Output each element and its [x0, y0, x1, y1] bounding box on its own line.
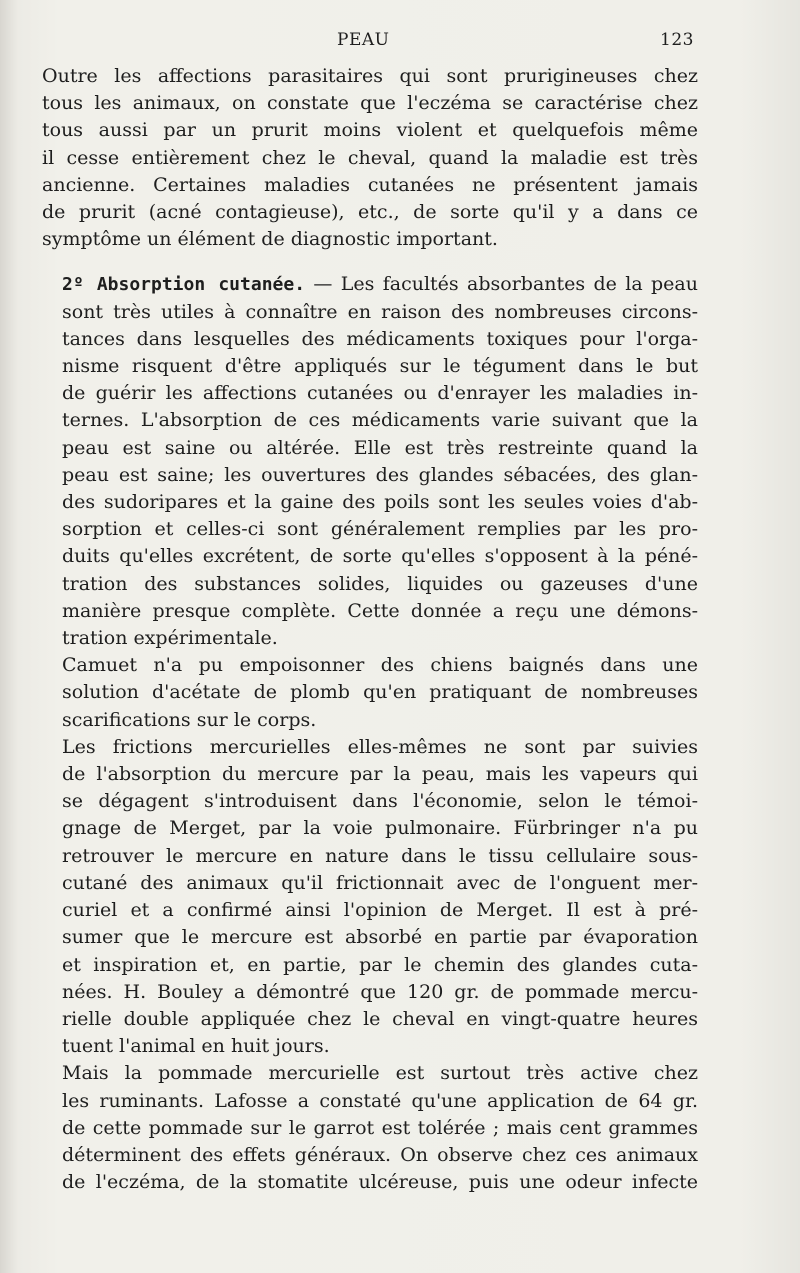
page-header — [0, 30, 800, 56]
paragraph-absorption-cutanee — [42, 271, 698, 652]
text-line: les ruminants. Lafosse a constaté qu'une application de 64 gr. — [62, 1089, 698, 1112]
text-line: Les frictions mercurielles elles-mêmes ne sont par suivies — [62, 735, 698, 758]
text-line: il cesse entièrement chez le cheval, quand la maladie est très — [42, 146, 698, 169]
text-line: tration des substances solides, liquides ou gazeuses d'une — [62, 572, 698, 595]
text-line: ternes. L'absorption de ces médicaments varie suivant que la — [62, 409, 698, 432]
text-line: symptôme un élément de diagnostic important. — [42, 228, 498, 251]
text-line: Outre les affections parasitaires qui sont prurigineuses chez — [42, 65, 698, 87]
text-line: des sudoripares et la gaine des poils sont les seules voies d'ab- — [62, 491, 698, 514]
text-line: cutané des animaux qu'il frictionnait avec de l'onguent mer- — [62, 871, 698, 894]
section-title: 2º Absorption cutanée. — [62, 274, 306, 296]
page-number: 123 — [660, 30, 694, 50]
text-line: sorption et celles-ci sont généralement remplies par les pro- — [62, 518, 698, 541]
paragraph-eczema-prurit — [42, 63, 698, 253]
text-line: tances dans lesquelles des médicaments toxiques pour l'orga- — [62, 327, 698, 350]
text-line: solution d'acétate de plomb qu'en pratiquant de nombreuses — [62, 681, 698, 704]
text-line: scarifications sur le corps. — [62, 708, 317, 731]
text-line: manière presque complète. Cette donnée a reçu une démons- — [62, 599, 698, 622]
text-line: gnage de Merget, par la voie pulmonaire. Fürbringer n'a pu — [62, 817, 698, 840]
text-line: de l'absorption du mercure par la peau, mais les vapeurs qui — [62, 763, 698, 786]
text-line: sumer que le mercure est absorbé en partie par évaporation — [62, 926, 698, 949]
body-text — [42, 63, 698, 1196]
text-line: peau est saine; les ouvertures des glandes sébacées, des glan- — [62, 463, 698, 486]
text-line: tous aussi par un prurit moins violent et quelquefois même — [42, 119, 698, 142]
text-line: tration expérimentale. — [62, 627, 278, 650]
text-line: Mais la pommade mercurielle est surtout très active chez — [62, 1062, 698, 1085]
text-line: de cette pommade sur le garrot est tolérée ; mais cent grammes — [62, 1116, 698, 1139]
text-line: peau est saine ou altérée. Elle est très restreinte quand la — [62, 436, 698, 459]
text-line: tuent l'animal en huit jours. — [62, 1035, 330, 1058]
text-line: rielle double appliquée chez le cheval en vingt-quatre heures — [62, 1007, 698, 1030]
text-line: de l'eczéma, de la stomatite ulcéreuse, puis une odeur infecte — [62, 1171, 698, 1194]
text-line — [42, 271, 698, 298]
text-line: sont très utiles à connaître en raison des nombreuses circons- — [62, 300, 698, 323]
text-line: nées. H. Bouley a démontré que 120 gr. de pommade mercu- — [62, 980, 698, 1003]
text-line: ancienne. Certaines maladies cutanées ne présentent jamais — [42, 173, 698, 196]
text-line: déterminent des effets généraux. On observe chez ces animaux — [62, 1143, 698, 1166]
text-line: retrouver le mercure en nature dans le tissu cellulaire sous- — [62, 844, 698, 867]
text-line: tous les animaux, on constate que l'eczéma se caractérise chez — [42, 92, 698, 115]
paragraph-pommade-ruminants — [42, 1060, 698, 1196]
text-line: et inspiration et, en partie, par le chemin des glandes cuta- — [62, 953, 698, 976]
text-line: de guérir les affections cutanées ou d'enrayer les maladies in- — [62, 382, 698, 405]
text-line: nisme risquent d'être appliqués sur le tégument dans le but — [62, 355, 698, 378]
text-line: curiel et a confirmé ainsi l'opinion de Merget. Il est à pré- — [62, 899, 698, 922]
text-line: Camuet n'a pu empoisonner des chiens baignés dans une — [62, 654, 698, 677]
text-line: duits qu'elles excrétent, de sorte qu'elles s'opposent à la péné- — [62, 545, 698, 568]
text-line: de prurit (acné contagieuse), etc., de sorte qu'il y a dans ce — [42, 201, 698, 224]
running-head: PEAU — [337, 30, 390, 50]
paragraph-camuet — [42, 652, 698, 734]
text-line: se dégagent s'introduisent dans l'économie, selon le témoi- — [62, 790, 698, 813]
paragraph-frictions-mercurielles — [42, 734, 698, 1060]
section-title-rest: — Les facultés absorbantes de la peau — [305, 273, 698, 296]
